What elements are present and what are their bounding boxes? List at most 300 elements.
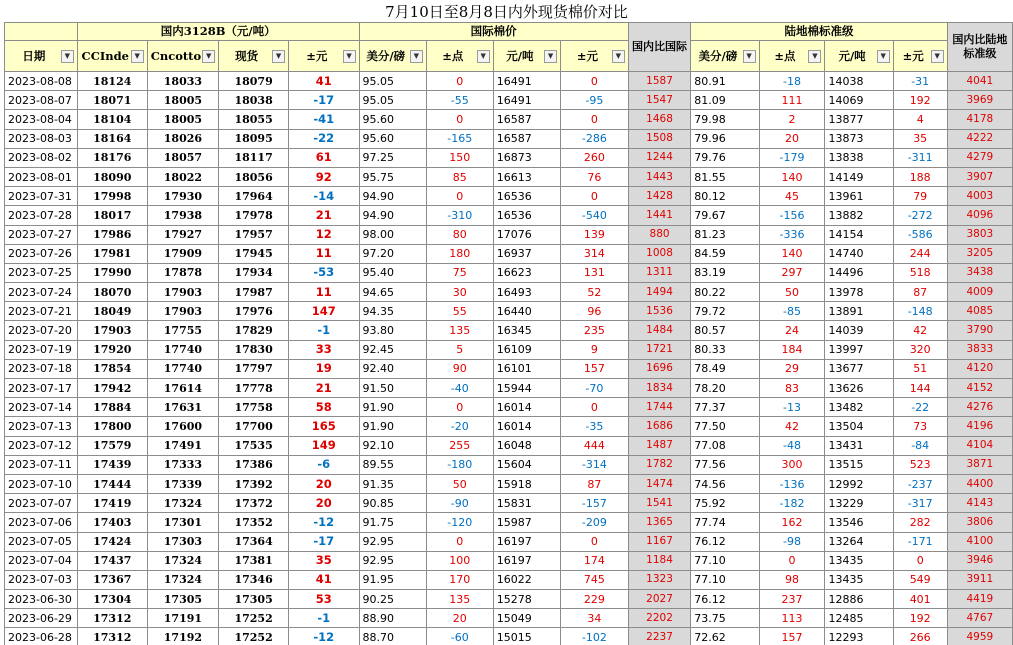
cell-ratio-land[interactable]: 3871: [947, 455, 1012, 474]
col-yuan2[interactable]: [825, 41, 893, 72]
cell-usd2[interactable]: 79.67: [691, 206, 759, 225]
cell-usd2[interactable]: 72.62: [691, 628, 759, 645]
cell-spot[interactable]: 17346: [219, 570, 289, 589]
col-cn[interactable]: [147, 41, 218, 72]
col-chg3[interactable]: [893, 41, 947, 72]
cell-cc[interactable]: 17419: [77, 494, 147, 513]
cell-pt2[interactable]: 0: [759, 551, 825, 570]
cell-spot[interactable]: 17352: [219, 513, 289, 532]
cell-chg3[interactable]: 79: [893, 187, 947, 206]
cell-yuan2[interactable]: 13978: [825, 283, 893, 302]
cell-date[interactable]: 2023-08-01: [5, 167, 78, 186]
cell-yuan1[interactable]: 15049: [493, 609, 560, 628]
cell-cn[interactable]: 18026: [147, 129, 218, 148]
cell-yuan2[interactable]: 13546: [825, 513, 893, 532]
cell-usd2[interactable]: 77.10: [691, 551, 759, 570]
cell-ratio-intl[interactable]: 1365: [628, 513, 690, 532]
cell-yuan2[interactable]: 13435: [825, 551, 893, 570]
cell-usd2[interactable]: 84.59: [691, 244, 759, 263]
cell-pt2[interactable]: 113: [759, 609, 825, 628]
cell-ratio-intl[interactable]: 2237: [628, 628, 690, 645]
cell-chg3[interactable]: -22: [893, 398, 947, 417]
cell-chg3[interactable]: -148: [893, 302, 947, 321]
cell-yuan2[interactable]: 13877: [825, 110, 893, 129]
cell-cc[interactable]: 17884: [77, 398, 147, 417]
cell-yuan1[interactable]: 15015: [493, 628, 560, 645]
dropdown-filter-icon[interactable]: ▼: [410, 50, 423, 63]
cell-spot[interactable]: 17934: [219, 263, 289, 282]
cell-usd2[interactable]: 77.56: [691, 455, 759, 474]
cell-spot[interactable]: 17700: [219, 417, 289, 436]
cell-cn[interactable]: 18057: [147, 148, 218, 167]
cell-ratio-intl[interactable]: 1468: [628, 110, 690, 129]
cell-cn[interactable]: 17324: [147, 494, 218, 513]
cell-chg1[interactable]: -12: [289, 513, 360, 532]
cell-date[interactable]: 2023-07-31: [5, 187, 78, 206]
cell-pt1[interactable]: 55: [426, 302, 493, 321]
cell-ratio-land[interactable]: 4003: [947, 187, 1012, 206]
cell-pt2[interactable]: -179: [759, 148, 825, 167]
cell-yuan1[interactable]: 16613: [493, 167, 560, 186]
cell-usd2[interactable]: 73.75: [691, 609, 759, 628]
cell-chg1[interactable]: -1: [289, 609, 360, 628]
cell-chg3[interactable]: 188: [893, 167, 947, 186]
cell-yuan2[interactable]: 13873: [825, 129, 893, 148]
cell-yuan1[interactable]: 16014: [493, 417, 560, 436]
col-cc[interactable]: [77, 41, 147, 72]
cell-yuan1[interactable]: 15278: [493, 590, 560, 609]
cell-chg3[interactable]: 4: [893, 110, 947, 129]
cell-yuan1[interactable]: 16587: [493, 110, 560, 129]
cell-spot[interactable]: 17987: [219, 283, 289, 302]
cell-pt2[interactable]: 111: [759, 91, 825, 110]
cell-ratio-intl[interactable]: 1311: [628, 263, 690, 282]
cell-yuan2[interactable]: 13838: [825, 148, 893, 167]
cell-chg2[interactable]: 9: [561, 340, 629, 359]
cell-chg2[interactable]: -540: [561, 206, 629, 225]
cell-ratio-land[interactable]: 3969: [947, 91, 1012, 110]
cell-cc[interactable]: 18176: [77, 148, 147, 167]
cell-ratio-land[interactable]: 4085: [947, 302, 1012, 321]
cell-chg2[interactable]: -157: [561, 494, 629, 513]
cell-usd2[interactable]: 77.50: [691, 417, 759, 436]
dropdown-filter-icon[interactable]: ▼: [808, 50, 821, 63]
cell-chg2[interactable]: 0: [561, 110, 629, 129]
cell-spot[interactable]: 17252: [219, 609, 289, 628]
cell-pt2[interactable]: 45: [759, 187, 825, 206]
cell-usd1[interactable]: 95.40: [359, 263, 426, 282]
cell-cc[interactable]: 18090: [77, 167, 147, 186]
cell-ratio-intl[interactable]: 2027: [628, 590, 690, 609]
cell-yuan1[interactable]: 16197: [493, 532, 560, 551]
cell-chg2[interactable]: 229: [561, 590, 629, 609]
cell-cc[interactable]: 18070: [77, 283, 147, 302]
cell-yuan1[interactable]: 16493: [493, 283, 560, 302]
cell-pt2[interactable]: 50: [759, 283, 825, 302]
cell-pt2[interactable]: 20: [759, 129, 825, 148]
cell-yuan1[interactable]: 15987: [493, 513, 560, 532]
cell-usd1[interactable]: 95.60: [359, 129, 426, 148]
cell-yuan1[interactable]: 15831: [493, 494, 560, 513]
cell-ratio-land[interactable]: 4104: [947, 436, 1012, 455]
cell-spot[interactable]: 18055: [219, 110, 289, 129]
cell-yuan2[interactable]: 13482: [825, 398, 893, 417]
cell-cc[interactable]: 17312: [77, 609, 147, 628]
cell-ratio-land[interactable]: 4120: [947, 359, 1012, 378]
cell-cn[interactable]: 17600: [147, 417, 218, 436]
cell-spot[interactable]: 17976: [219, 302, 289, 321]
cell-pt2[interactable]: -182: [759, 494, 825, 513]
cell-cc[interactable]: 17439: [77, 455, 147, 474]
cell-usd1[interactable]: 91.75: [359, 513, 426, 532]
cell-chg2[interactable]: 96: [561, 302, 629, 321]
cell-pt1[interactable]: -310: [426, 206, 493, 225]
cell-cn[interactable]: 17927: [147, 225, 218, 244]
cell-chg3[interactable]: 282: [893, 513, 947, 532]
col-date[interactable]: [5, 41, 78, 72]
cell-ratio-intl[interactable]: 1441: [628, 206, 690, 225]
dropdown-filter-icon[interactable]: ▼: [743, 50, 756, 63]
cell-chg1[interactable]: 20: [289, 474, 360, 493]
cell-usd1[interactable]: 95.05: [359, 91, 426, 110]
cell-usd1[interactable]: 94.90: [359, 206, 426, 225]
cell-date[interactable]: 2023-08-03: [5, 129, 78, 148]
cell-cn[interactable]: 17740: [147, 359, 218, 378]
cell-chg1[interactable]: 11: [289, 283, 360, 302]
cell-yuan2[interactable]: 12293: [825, 628, 893, 645]
cell-cc[interactable]: 18104: [77, 110, 147, 129]
cell-date[interactable]: 2023-07-10: [5, 474, 78, 493]
cell-yuan2[interactable]: 13961: [825, 187, 893, 206]
cell-chg3[interactable]: 0: [893, 551, 947, 570]
cell-yuan1[interactable]: 16491: [493, 91, 560, 110]
cell-pt2[interactable]: 300: [759, 455, 825, 474]
cell-yuan2[interactable]: 14039: [825, 321, 893, 340]
cell-usd2[interactable]: 80.91: [691, 72, 759, 91]
cell-chg3[interactable]: 549: [893, 570, 947, 589]
cell-ratio-intl[interactable]: 1008: [628, 244, 690, 263]
cell-ratio-intl[interactable]: 1474: [628, 474, 690, 493]
cell-cc[interactable]: 17437: [77, 551, 147, 570]
cell-cn[interactable]: 18022: [147, 167, 218, 186]
cell-cn[interactable]: 17878: [147, 263, 218, 282]
cell-ratio-intl[interactable]: 1323: [628, 570, 690, 589]
cell-pt2[interactable]: 157: [759, 628, 825, 645]
cell-chg1[interactable]: 21: [289, 379, 360, 398]
cell-yuan1[interactable]: 16873: [493, 148, 560, 167]
cell-cn[interactable]: 17333: [147, 455, 218, 474]
cell-cc[interactable]: 17304: [77, 590, 147, 609]
cell-chg2[interactable]: -70: [561, 379, 629, 398]
cell-yuan2[interactable]: 14069: [825, 91, 893, 110]
cell-chg3[interactable]: 266: [893, 628, 947, 645]
cell-date[interactable]: 2023-07-28: [5, 206, 78, 225]
cell-ratio-land[interactable]: 4152: [947, 379, 1012, 398]
cell-usd1[interactable]: 88.70: [359, 628, 426, 645]
cell-yuan2[interactable]: 13997: [825, 340, 893, 359]
cell-chg3[interactable]: 192: [893, 609, 947, 628]
cell-usd1[interactable]: 90.85: [359, 494, 426, 513]
cell-pt2[interactable]: -136: [759, 474, 825, 493]
cell-pt2[interactable]: 237: [759, 590, 825, 609]
cell-spot[interactable]: 18095: [219, 129, 289, 148]
cell-cn[interactable]: 17938: [147, 206, 218, 225]
cell-date[interactable]: 2023-08-07: [5, 91, 78, 110]
cell-usd1[interactable]: 88.90: [359, 609, 426, 628]
cell-usd2[interactable]: 79.72: [691, 302, 759, 321]
cell-spot[interactable]: 17830: [219, 340, 289, 359]
cell-ratio-intl[interactable]: 1696: [628, 359, 690, 378]
cell-cc[interactable]: 17990: [77, 263, 147, 282]
cell-usd2[interactable]: 74.56: [691, 474, 759, 493]
cell-chg1[interactable]: -6: [289, 455, 360, 474]
cell-pt1[interactable]: 75: [426, 263, 493, 282]
cell-spot[interactable]: 17372: [219, 494, 289, 513]
cell-pt1[interactable]: -120: [426, 513, 493, 532]
cell-chg2[interactable]: 52: [561, 283, 629, 302]
cell-yuan1[interactable]: 16587: [493, 129, 560, 148]
cell-pt1[interactable]: 170: [426, 570, 493, 589]
cell-yuan2[interactable]: 14149: [825, 167, 893, 186]
cell-ratio-intl[interactable]: 1167: [628, 532, 690, 551]
cell-spot[interactable]: 17957: [219, 225, 289, 244]
cell-spot[interactable]: 17797: [219, 359, 289, 378]
cell-ratio-intl[interactable]: 1782: [628, 455, 690, 474]
cell-chg2[interactable]: 0: [561, 532, 629, 551]
cell-cn[interactable]: 17339: [147, 474, 218, 493]
cell-spot[interactable]: 17252: [219, 628, 289, 645]
cell-cn[interactable]: 17930: [147, 187, 218, 206]
cell-cn[interactable]: 18005: [147, 110, 218, 129]
cell-yuan2[interactable]: 13677: [825, 359, 893, 378]
cell-usd1[interactable]: 91.35: [359, 474, 426, 493]
cell-cn[interactable]: 17614: [147, 379, 218, 398]
cell-cn[interactable]: 17324: [147, 570, 218, 589]
cell-cc[interactable]: 18124: [77, 72, 147, 91]
cell-chg1[interactable]: 21: [289, 206, 360, 225]
cell-ratio-land[interactable]: 4959: [947, 628, 1012, 645]
cell-yuan1[interactable]: 16536: [493, 187, 560, 206]
cell-chg1[interactable]: 53: [289, 590, 360, 609]
cell-chg3[interactable]: 144: [893, 379, 947, 398]
cell-chg2[interactable]: -102: [561, 628, 629, 645]
cell-cc[interactable]: 18071: [77, 91, 147, 110]
cell-ratio-intl[interactable]: 1536: [628, 302, 690, 321]
cell-cc[interactable]: 18164: [77, 129, 147, 148]
cell-pt1[interactable]: 0: [426, 110, 493, 129]
cell-cn[interactable]: 17301: [147, 513, 218, 532]
cell-usd1[interactable]: 94.65: [359, 283, 426, 302]
cell-date[interactable]: 2023-07-03: [5, 570, 78, 589]
cell-ratio-intl[interactable]: 1428: [628, 187, 690, 206]
cell-usd1[interactable]: 92.40: [359, 359, 426, 378]
cell-yuan2[interactable]: 13891: [825, 302, 893, 321]
dropdown-filter-icon[interactable]: ▼: [131, 50, 144, 63]
cell-pt1[interactable]: 135: [426, 321, 493, 340]
cell-yuan1[interactable]: 17076: [493, 225, 560, 244]
dropdown-filter-icon[interactable]: ▼: [877, 50, 890, 63]
cell-yuan2[interactable]: 13229: [825, 494, 893, 513]
cell-ratio-intl[interactable]: 1443: [628, 167, 690, 186]
cell-cn[interactable]: 18005: [147, 91, 218, 110]
cell-chg1[interactable]: 19: [289, 359, 360, 378]
cell-yuan2[interactable]: 14154: [825, 225, 893, 244]
cell-spot[interactable]: 18079: [219, 72, 289, 91]
cell-pt2[interactable]: -85: [759, 302, 825, 321]
cell-chg2[interactable]: 444: [561, 436, 629, 455]
cell-ratio-land[interactable]: 4096: [947, 206, 1012, 225]
cell-usd1[interactable]: 91.90: [359, 398, 426, 417]
cell-usd2[interactable]: 81.09: [691, 91, 759, 110]
cell-chg3[interactable]: 523: [893, 455, 947, 474]
cell-chg3[interactable]: -311: [893, 148, 947, 167]
cell-ratio-land[interactable]: 4143: [947, 494, 1012, 513]
cell-pt1[interactable]: 20: [426, 609, 493, 628]
cell-spot[interactable]: 17964: [219, 187, 289, 206]
cell-chg3[interactable]: -84: [893, 436, 947, 455]
cell-pt2[interactable]: -336: [759, 225, 825, 244]
cell-usd1[interactable]: 97.20: [359, 244, 426, 263]
cell-pt1[interactable]: 100: [426, 551, 493, 570]
cell-usd1[interactable]: 92.95: [359, 532, 426, 551]
cell-spot[interactable]: 17535: [219, 436, 289, 455]
cell-usd2[interactable]: 79.76: [691, 148, 759, 167]
cell-pt1[interactable]: -55: [426, 91, 493, 110]
cell-usd1[interactable]: 94.35: [359, 302, 426, 321]
cell-chg2[interactable]: 314: [561, 244, 629, 263]
cell-chg2[interactable]: 260: [561, 148, 629, 167]
cell-usd1[interactable]: 89.55: [359, 455, 426, 474]
col-usd2[interactable]: [691, 41, 759, 72]
cell-yuan1[interactable]: 16048: [493, 436, 560, 455]
cell-spot[interactable]: 17305: [219, 590, 289, 609]
cell-pt1[interactable]: -165: [426, 129, 493, 148]
cell-chg1[interactable]: 33: [289, 340, 360, 359]
cell-date[interactable]: 2023-07-24: [5, 283, 78, 302]
cell-spot[interactable]: 17978: [219, 206, 289, 225]
cell-cc[interactable]: 17981: [77, 244, 147, 263]
cell-cc[interactable]: 17998: [77, 187, 147, 206]
cell-yuan1[interactable]: 16014: [493, 398, 560, 417]
cell-chg1[interactable]: -22: [289, 129, 360, 148]
cell-ratio-intl[interactable]: 1541: [628, 494, 690, 513]
cell-cc[interactable]: 17403: [77, 513, 147, 532]
cell-date[interactable]: 2023-07-11: [5, 455, 78, 474]
cell-ratio-land[interactable]: 4276: [947, 398, 1012, 417]
dropdown-filter-icon[interactable]: ▼: [272, 50, 285, 63]
cell-pt2[interactable]: 162: [759, 513, 825, 532]
cell-cc[interactable]: 17920: [77, 340, 147, 359]
cell-chg3[interactable]: -171: [893, 532, 947, 551]
cell-pt1[interactable]: 0: [426, 532, 493, 551]
cell-chg1[interactable]: 41: [289, 570, 360, 589]
cell-pt1[interactable]: 30: [426, 283, 493, 302]
cell-ratio-intl[interactable]: 1686: [628, 417, 690, 436]
cell-chg2[interactable]: 0: [561, 187, 629, 206]
cell-chg1[interactable]: 149: [289, 436, 360, 455]
dropdown-filter-icon[interactable]: ▼: [61, 50, 74, 63]
cell-cn[interactable]: 17491: [147, 436, 218, 455]
cell-yuan1[interactable]: 16101: [493, 359, 560, 378]
cell-ratio-land[interactable]: 3833: [947, 340, 1012, 359]
cell-date[interactable]: 2023-07-18: [5, 359, 78, 378]
cell-chg1[interactable]: 20: [289, 494, 360, 513]
cell-yuan1[interactable]: 16022: [493, 570, 560, 589]
cell-cc[interactable]: 17854: [77, 359, 147, 378]
cell-chg3[interactable]: 320: [893, 340, 947, 359]
cell-yuan1[interactable]: 16109: [493, 340, 560, 359]
col-spot[interactable]: [219, 41, 289, 72]
cell-pt1[interactable]: 5: [426, 340, 493, 359]
cell-ratio-land[interactable]: 4767: [947, 609, 1012, 628]
cell-pt2[interactable]: -13: [759, 398, 825, 417]
cell-chg2[interactable]: 87: [561, 474, 629, 493]
cell-usd2[interactable]: 80.57: [691, 321, 759, 340]
cell-yuan2[interactable]: 13515: [825, 455, 893, 474]
cell-ratio-land[interactable]: 4279: [947, 148, 1012, 167]
cell-cn[interactable]: 17192: [147, 628, 218, 645]
cell-date[interactable]: 2023-07-06: [5, 513, 78, 532]
cell-usd2[interactable]: 77.08: [691, 436, 759, 455]
cell-cn[interactable]: 17755: [147, 321, 218, 340]
cell-chg2[interactable]: -314: [561, 455, 629, 474]
col-yuan1[interactable]: [493, 41, 560, 72]
cell-usd2[interactable]: 80.12: [691, 187, 759, 206]
cell-chg2[interactable]: -286: [561, 129, 629, 148]
cell-spot[interactable]: 17829: [219, 321, 289, 340]
cell-cc[interactable]: 17903: [77, 321, 147, 340]
cell-usd2[interactable]: 76.12: [691, 590, 759, 609]
cell-chg3[interactable]: 192: [893, 91, 947, 110]
cell-chg1[interactable]: 35: [289, 551, 360, 570]
cell-cn[interactable]: 18033: [147, 72, 218, 91]
cell-usd1[interactable]: 91.50: [359, 379, 426, 398]
cell-ratio-land[interactable]: 3438: [947, 263, 1012, 282]
cell-pt1[interactable]: 255: [426, 436, 493, 455]
cell-pt2[interactable]: 24: [759, 321, 825, 340]
cell-yuan1[interactable]: 16345: [493, 321, 560, 340]
cell-chg1[interactable]: -12: [289, 628, 360, 645]
cell-date[interactable]: 2023-08-04: [5, 110, 78, 129]
cell-pt1[interactable]: 180: [426, 244, 493, 263]
col-usd1[interactable]: [359, 41, 426, 72]
cell-usd2[interactable]: 80.22: [691, 283, 759, 302]
cell-chg1[interactable]: 92: [289, 167, 360, 186]
cell-spot[interactable]: 18117: [219, 148, 289, 167]
cell-pt2[interactable]: 42: [759, 417, 825, 436]
cell-spot[interactable]: 18056: [219, 167, 289, 186]
cell-date[interactable]: 2023-08-02: [5, 148, 78, 167]
dropdown-filter-icon[interactable]: ▼: [612, 50, 625, 63]
cell-chg3[interactable]: 401: [893, 590, 947, 609]
cell-cc[interactable]: 17424: [77, 532, 147, 551]
cell-date[interactable]: 2023-08-08: [5, 72, 78, 91]
cell-ratio-land[interactable]: 4196: [947, 417, 1012, 436]
cell-ratio-land[interactable]: 4419: [947, 590, 1012, 609]
cell-date[interactable]: 2023-07-21: [5, 302, 78, 321]
cell-usd2[interactable]: 79.98: [691, 110, 759, 129]
cell-chg2[interactable]: 235: [561, 321, 629, 340]
cell-ratio-land[interactable]: 3806: [947, 513, 1012, 532]
cell-yuan2[interactable]: 14038: [825, 72, 893, 91]
cell-usd2[interactable]: 81.23: [691, 225, 759, 244]
cell-cn[interactable]: 17631: [147, 398, 218, 417]
cell-chg2[interactable]: -209: [561, 513, 629, 532]
col-pt2[interactable]: [759, 41, 825, 72]
cell-ratio-intl[interactable]: 1834: [628, 379, 690, 398]
cell-date[interactable]: 2023-07-17: [5, 379, 78, 398]
cell-ratio-intl[interactable]: 1587: [628, 72, 690, 91]
